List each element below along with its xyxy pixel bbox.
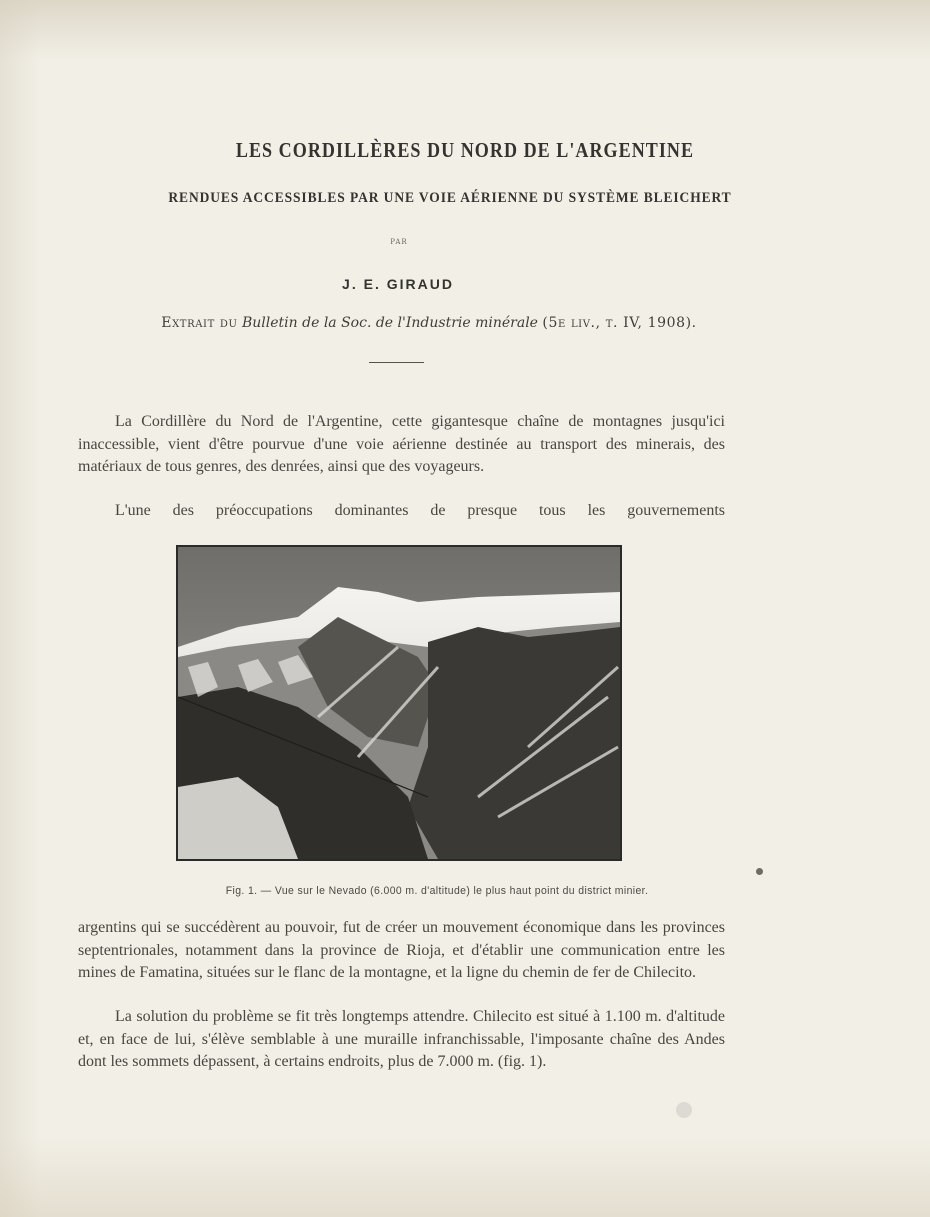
paper-stain-bottom [0, 1137, 930, 1217]
ink-speck [756, 868, 763, 875]
paragraph-argentins: argentins qui se succédèrent au pouvoir, fut de créer un mouvement économique dans les provinces septentrionales, notamment dans la province de Rioja, et d'établir une communication entre les mines de Famatina, situées sur le flanc de la montagne, et la ligne du chemin de fer de Chilecito. [78, 919, 725, 981]
paragraph-solution: La solution du problème se fit très longtemps attendre. Chilecito est situé à 1.100 m. d'altitude et, en face de lui, s'élève semblable à une muraille infranchissable, l'imposante chaîne des Andes dont les sommets dépassent, à certains endroits, plus de 7.000 m. (fig. 1). [78, 1008, 725, 1070]
figure-caption: Fig. 1. — Vue sur le Nevado (6.000 m. d'altitude) le plus haut point du district minier. [225, 885, 649, 897]
page-title: LES CORDILLÈRES DU NORD DE L'ARGENTINE [235, 138, 695, 162]
mountain-illustration [178, 547, 620, 859]
paper-stain-left [0, 0, 40, 1217]
extract-prefix: Extrait du [161, 315, 238, 331]
divider-rule [369, 362, 424, 363]
paper-spot [676, 1102, 692, 1118]
journal-name: Bulletin de la Soc. de l'Industrie minérale [242, 315, 538, 331]
paragraph-preoccupations: L'une des préoccupations dominantes de presque tous les gouvernements [115, 502, 725, 519]
figure-mountain-photo [176, 545, 622, 861]
paper-stain-top [0, 0, 930, 60]
author-name: J. E. GIRAUD [342, 276, 454, 292]
extract-details: (5e liv., t. IV, 1908). [542, 315, 697, 331]
page-subtitle: RENDUES ACCESSIBLES PAR UNE VOIE AÉRIENNE DU SYSTÈME BLEICHERT [168, 190, 732, 206]
by-label: PAR [390, 238, 408, 246]
paragraph-intro: La Cordillère du Nord de l'Argentine, cette gigantesque chaîne de montagnes jusqu'ici inaccessible, vient d'être pourvue d'une voie aérienne destinée au transport des minerais, des matériaux de tous genres, des denrées, ainsi que des voyageurs. [78, 413, 725, 475]
extract-line [0, 315, 894, 331]
